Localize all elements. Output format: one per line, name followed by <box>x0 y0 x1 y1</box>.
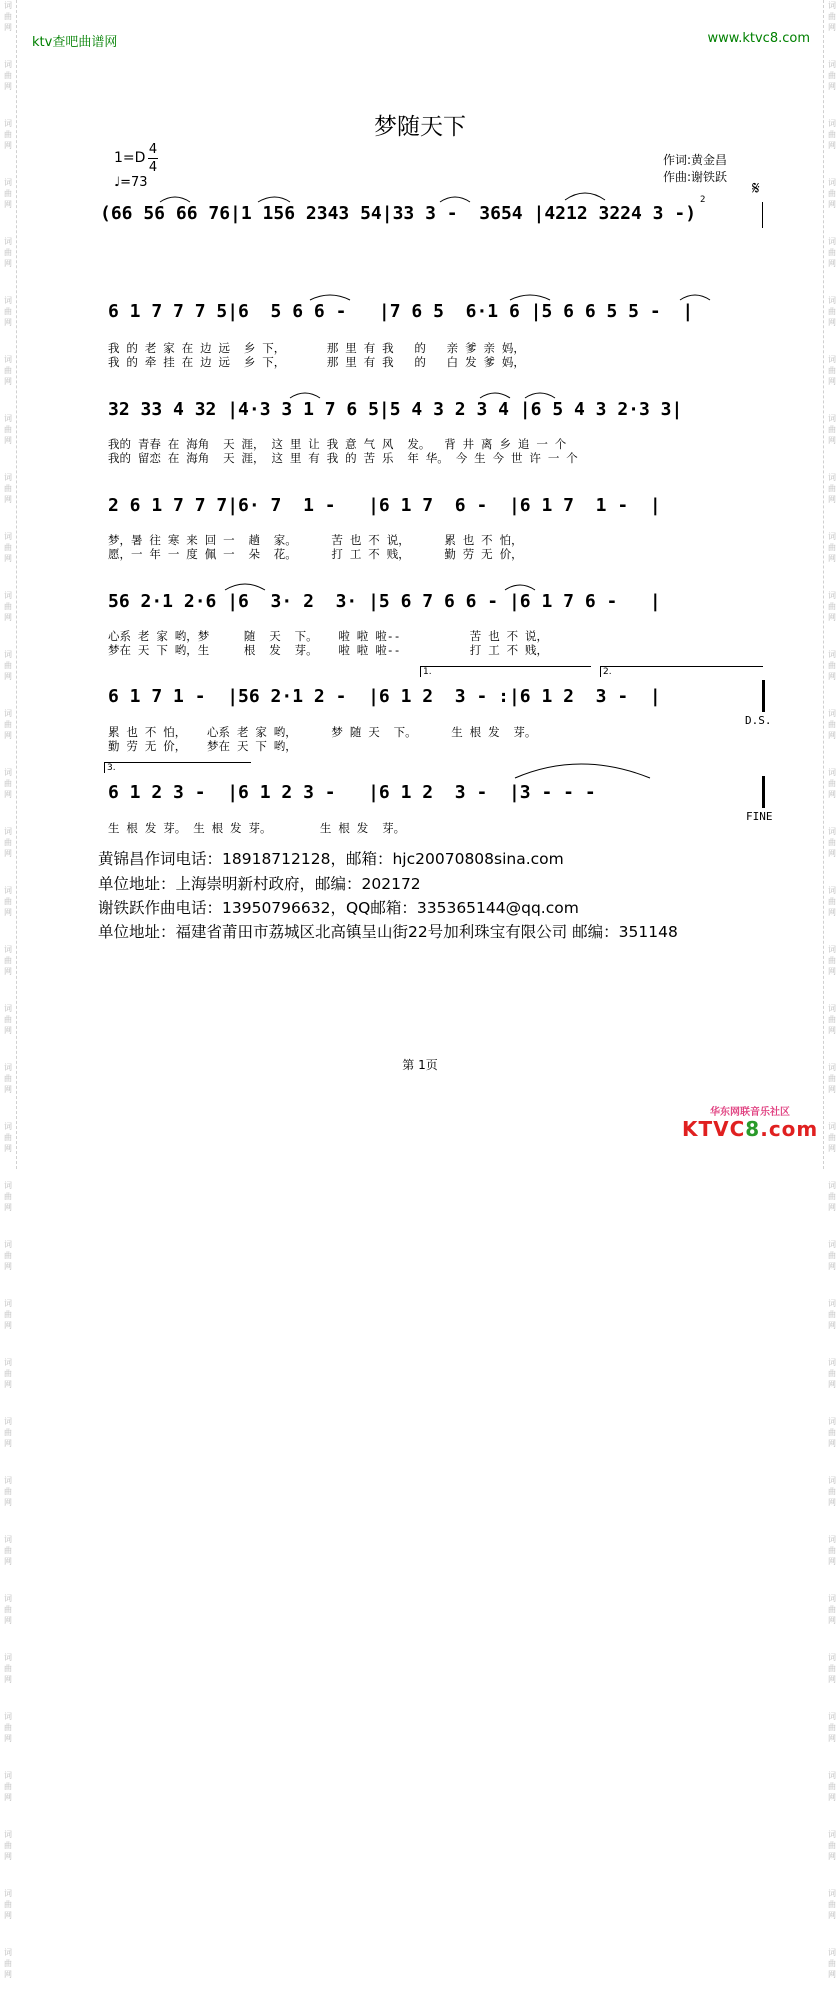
lyric-row-3-verse-1: 梦，暑 往 寒 来 回 一 趟 家。 苦 也 不 说， 累 也 不 怕， <box>108 533 523 547</box>
song-title: 梦随天下 <box>374 114 466 140</box>
time-signature-top: 4 <box>148 142 158 157</box>
watermark-glyph: 词 <box>4 768 12 777</box>
watermark-glyph: 词 <box>828 1004 836 1013</box>
watermark-glyph: 网 <box>4 82 12 91</box>
watermark-glyph: 词 <box>828 1417 836 1426</box>
watermark-glyph: 曲 <box>828 1841 836 1850</box>
watermark-glyph: 网 <box>828 436 836 445</box>
watermark-glyph: 曲 <box>4 1251 12 1260</box>
watermark-glyph: 词 <box>828 119 836 128</box>
watermark-glyph: 词 <box>4 1535 12 1544</box>
site-url-header[interactable]: www.ktvc8.com <box>707 31 810 46</box>
watermark-glyph: 词 <box>828 945 836 954</box>
watermark-glyph: 曲 <box>4 1310 12 1319</box>
watermark-glyph: 网 <box>828 1026 836 1035</box>
watermark-glyph: 网 <box>4 1970 12 1979</box>
address-composer: 单位地址：福建省莆田市荔城区北高镇呈山街22号加利珠宝有限公司 邮编：351148 <box>98 923 678 941</box>
watermark-glyph: 网 <box>828 967 836 976</box>
watermark-glyph: 词 <box>4 296 12 305</box>
watermark-glyph: 曲 <box>4 602 12 611</box>
watermark-glyph: 曲 <box>4 1546 12 1555</box>
watermark-glyph: 曲 <box>828 484 836 493</box>
watermark-glyph: 曲 <box>4 897 12 906</box>
score-row-3: 2 6 1 7 7 7|6· 7 1 - |6 1 7 6 - |6 1 7 1 - | <box>108 495 661 516</box>
watermark-glyph: 网 <box>828 259 836 268</box>
watermark-glyph: 曲 <box>4 720 12 729</box>
watermark-glyph: 曲 <box>4 1074 12 1083</box>
logo-brand: KTVC8.com <box>682 1117 819 1141</box>
lyric-row-6: 生 根 发 芽。 生 根 发 芽。 生 根 发 芽。 <box>108 821 406 835</box>
watermark-glyph: 曲 <box>828 307 836 316</box>
quarter-note-icon: ♩ <box>114 175 121 190</box>
watermark-glyph: 网 <box>828 613 836 622</box>
watermark-glyph: 网 <box>4 495 12 504</box>
watermark-glyph: 词 <box>828 591 836 600</box>
watermark-glyph: 网 <box>4 1675 12 1684</box>
watermark-glyph: 曲 <box>4 1428 12 1437</box>
watermark-glyph: 网 <box>4 672 12 681</box>
watermark-glyph: 词 <box>828 532 836 541</box>
watermark-glyph: 词 <box>4 414 12 423</box>
watermark-glyph: 词 <box>828 709 836 718</box>
watermark-glyph: 网 <box>4 1085 12 1094</box>
watermark-glyph: 词 <box>828 1771 836 1780</box>
watermark-glyph: 词 <box>828 1299 836 1308</box>
watermark-glyph: 曲 <box>828 1546 836 1555</box>
watermark-glyph: 网 <box>828 731 836 740</box>
watermark-glyph: 网 <box>828 495 836 504</box>
watermark-glyph: 曲 <box>4 130 12 139</box>
watermark-glyph: 词 <box>4 1476 12 1485</box>
watermark-glyph: 曲 <box>4 1605 12 1614</box>
watermark-glyph: 词 <box>4 886 12 895</box>
score-row-5: 6 1 7 1 - |56 2·1 2 - |6 1 2 3 - :|6 1 2 3 - | <box>108 686 661 707</box>
watermark-glyph: 词 <box>828 1889 836 1898</box>
watermark-glyph: 网 <box>4 1026 12 1035</box>
watermark-glyph: 词 <box>828 1122 836 1131</box>
watermark-glyph: 词 <box>828 827 836 836</box>
watermark-glyph: 网 <box>828 1675 836 1684</box>
watermark-glyph: 曲 <box>4 1723 12 1732</box>
watermark-glyph: 网 <box>4 259 12 268</box>
watermark-glyph: 词 <box>4 1122 12 1131</box>
lyric-row-1-verse-1: 我 的 老 家 在 边 远 乡 下， 那 里 有 我 的 亲 爹 亲 妈， <box>108 341 525 355</box>
site-name-header[interactable]: ktv查吧曲谱网 <box>32 35 118 50</box>
time-signature-bottom: 4 <box>148 160 158 175</box>
watermark-glyph: 曲 <box>828 1192 836 1201</box>
watermark-glyph: 曲 <box>4 366 12 375</box>
watermark-glyph: 曲 <box>828 720 836 729</box>
watermark-glyph: 网 <box>4 1911 12 1920</box>
watermark-glyph: 网 <box>4 318 12 327</box>
watermark-glyph: 网 <box>828 23 836 32</box>
watermark-glyph: 词 <box>4 1712 12 1721</box>
watermark-glyph: 曲 <box>4 1133 12 1142</box>
watermark-glyph: 曲 <box>828 130 836 139</box>
watermark-glyph: 词 <box>828 414 836 423</box>
watermark-glyph: 网 <box>4 908 12 917</box>
lyric-row-1-verse-2: 我 的 牵 挂 在 边 远 乡 下， 那 里 有 我 的 白 发 爹 妈， <box>108 355 525 369</box>
watermark-glyph: 曲 <box>828 1133 836 1142</box>
watermark-glyph: 网 <box>828 1439 836 1448</box>
logo-tagline: 华东网联音乐社区 <box>710 1107 790 1118</box>
watermark-glyph: 曲 <box>828 1782 836 1791</box>
score-row-1: 6 1 7 7 7 5|6 5 6 6 - |7 6 5 6·1 6 |5 6 6 5 5 - | <box>108 301 694 322</box>
watermark-glyph: 词 <box>4 1594 12 1603</box>
watermark-glyph: 词 <box>828 1653 836 1662</box>
watermark-glyph: 词 <box>4 1948 12 1957</box>
watermark-glyph: 曲 <box>828 1074 836 1083</box>
page-number: 第 1页 <box>402 1058 438 1072</box>
watermark-glyph: 词 <box>828 650 836 659</box>
watermark-glyph: 曲 <box>828 1428 836 1437</box>
watermark-glyph: 网 <box>828 1911 836 1920</box>
watermark-glyph: 网 <box>4 613 12 622</box>
watermark-glyph: 曲 <box>828 838 836 847</box>
watermark-glyph: 网 <box>828 1085 836 1094</box>
watermark-glyph: 词 <box>4 1653 12 1662</box>
ktvc8-logo[interactable] <box>680 1103 820 1153</box>
watermark-glyph: 词 <box>4 1889 12 1898</box>
watermark-glyph: 词 <box>4 827 12 836</box>
watermark-glyph: 曲 <box>828 1605 836 1614</box>
watermark-glyph: 网 <box>828 1321 836 1330</box>
watermark-glyph: 曲 <box>828 661 836 670</box>
watermark-glyph: 词 <box>828 1948 836 1957</box>
lyricist-credit: 作词:黄金昌 <box>663 153 728 167</box>
watermark-glyph: 曲 <box>828 1959 836 1968</box>
watermark-glyph: 网 <box>4 849 12 858</box>
watermark-glyph: 词 <box>4 1063 12 1072</box>
watermark-glyph: 曲 <box>828 248 836 257</box>
lyric-row-5-verse-1: 累 也 不 怕， 心系 老 家 哟， 梦 随 天 下。 生 根 发 芽。 <box>108 725 537 739</box>
watermark-glyph: 词 <box>4 945 12 954</box>
watermark-glyph: 曲 <box>4 307 12 316</box>
watermark-glyph: 曲 <box>828 1664 836 1673</box>
watermark-glyph: 网 <box>4 731 12 740</box>
watermark-glyph: 网 <box>828 1498 836 1507</box>
watermark-glyph: 曲 <box>4 1487 12 1496</box>
watermark-glyph: 曲 <box>4 543 12 552</box>
volta-1: 1. <box>420 666 591 677</box>
watermark-glyph: 网 <box>4 1852 12 1861</box>
watermark-glyph: 网 <box>4 1793 12 1802</box>
watermark-glyph: 曲 <box>4 1369 12 1378</box>
contact-lyricist: 黄锦昌作词电话：18918712128，邮箱：hjc20070808sina.com <box>98 850 564 868</box>
watermark-glyph: 曲 <box>828 71 836 80</box>
watermark-glyph: 词 <box>828 237 836 246</box>
watermark-glyph: 词 <box>828 768 836 777</box>
watermark-glyph: 曲 <box>828 12 836 21</box>
watermark-glyph: 网 <box>828 377 836 386</box>
watermark-glyph: 网 <box>4 1262 12 1271</box>
score-row-4: 56 2·1 2·6 |6 3· 2 3· |5 6 7 6 6 - |6 1 7 6 - | <box>108 591 661 612</box>
watermark-glyph: 词 <box>828 1 836 10</box>
watermark-glyph: 网 <box>4 377 12 386</box>
watermark-glyph: 词 <box>828 1594 836 1603</box>
watermark-glyph: 曲 <box>828 1015 836 1024</box>
watermark-glyph: 网 <box>4 1734 12 1743</box>
score-row-2: 32 33 4 32 |4·3 3 1 7 6 5|5 4 3 2 3 4 |6 5 4 3 2·3 3| <box>108 399 683 420</box>
segno-icon: 𝄋 <box>752 178 760 199</box>
lyric-row-2-verse-1: 我的 青春 在 海角 天 涯， 这 里 让 我 意 气 风 发。 背 井 离 乡 追 一 个 <box>108 437 567 451</box>
watermark-glyph: 词 <box>828 1476 836 1485</box>
watermark-glyph: 网 <box>828 1734 836 1743</box>
watermark-glyph: 词 <box>828 296 836 305</box>
watermark-glyph: 词 <box>4 1771 12 1780</box>
small-repeat-number: 2 <box>700 195 706 205</box>
watermark-glyph: 网 <box>4 967 12 976</box>
watermark-glyph: 网 <box>4 1557 12 1566</box>
watermark-glyph: 曲 <box>828 779 836 788</box>
watermark-glyph: 曲 <box>4 1900 12 1909</box>
volta-2: 2. <box>600 666 763 677</box>
watermark-glyph: 网 <box>828 1852 836 1861</box>
watermark-glyph: 网 <box>4 23 12 32</box>
watermark-glyph: 曲 <box>828 897 836 906</box>
watermark-glyph: 网 <box>828 1970 836 1979</box>
watermark-glyph: 词 <box>828 1181 836 1190</box>
watermark-glyph: 词 <box>4 1417 12 1426</box>
watermark-glyph: 曲 <box>4 1782 12 1791</box>
watermark-glyph: 曲 <box>828 1369 836 1378</box>
watermark-glyph: 网 <box>828 1262 836 1271</box>
watermark-glyph: 词 <box>4 237 12 246</box>
watermark-glyph: 词 <box>4 119 12 128</box>
volta-3: 3. <box>104 762 251 773</box>
watermark-glyph: 曲 <box>828 1900 836 1909</box>
watermark-glyph: 词 <box>4 1358 12 1367</box>
watermark-glyph: 曲 <box>828 189 836 198</box>
lyric-row-5-verse-2: 勤 劳 无 价， 梦在 天 下 哟， <box>108 739 297 753</box>
watermark-glyph: 网 <box>4 1144 12 1153</box>
lyric-row-3-verse-2: 愿，一 年 一 度 佩 一 朵 花。 打 工 不 贱， 勤 劳 无 价， <box>108 547 523 561</box>
watermark-glyph: 词 <box>4 473 12 482</box>
watermark-glyph: 曲 <box>4 838 12 847</box>
watermark-glyph: 词 <box>4 532 12 541</box>
watermark-glyph: 网 <box>828 790 836 799</box>
lyric-row-4-verse-1: 心系 老 家 哟，梦 随 天 下。 啦 啦 啦-- 苦 也 不 说， <box>108 629 549 643</box>
watermark-glyph: 网 <box>828 1557 836 1566</box>
watermark-glyph: 网 <box>828 141 836 150</box>
contact-composer: 谢铁跃作曲电话：13950796632，QQ邮箱：335365144@qq.com <box>98 899 579 917</box>
watermark-glyph: 词 <box>4 1299 12 1308</box>
watermark-glyph: 网 <box>4 1498 12 1507</box>
tempo-value: =73 <box>120 175 148 190</box>
watermark-glyph: 网 <box>4 141 12 150</box>
watermark-glyph: 网 <box>4 436 12 445</box>
watermark-glyph: 曲 <box>4 1841 12 1850</box>
watermark-glyph: 网 <box>828 82 836 91</box>
address-lyricist: 单位地址：上海崇明新村政府，邮编：202172 <box>98 875 421 893</box>
watermark-glyph: 网 <box>828 1144 836 1153</box>
watermark-glyph: 词 <box>4 709 12 718</box>
watermark-glyph: 网 <box>828 849 836 858</box>
watermark-glyph: 词 <box>4 591 12 600</box>
score-row-6: 6 1 2 3 - |6 1 2 3 - |6 1 2 3 - |3 - - - <box>108 782 650 803</box>
watermark-glyph: 曲 <box>828 956 836 965</box>
watermark-glyph: 曲 <box>4 484 12 493</box>
tie-arcs <box>0 0 840 860</box>
watermark-glyph: 曲 <box>4 189 12 198</box>
watermark-glyph: 词 <box>4 178 12 187</box>
watermark-glyph: 词 <box>4 1 12 10</box>
watermark-glyph: 词 <box>4 650 12 659</box>
watermark-glyph: 网 <box>4 1616 12 1625</box>
watermark-glyph: 曲 <box>828 1487 836 1496</box>
watermark-glyph: 词 <box>828 1240 836 1249</box>
ds-marking: D.S. <box>745 714 772 727</box>
watermark-glyph: 词 <box>4 355 12 364</box>
lyric-row-2-verse-2: 我的 留恋 在 海角 天 涯， 这 里 有 我 的 苦 乐 年 华。 今 生 今 世 许 一 个 <box>108 451 578 465</box>
watermark-glyph: 网 <box>828 200 836 209</box>
watermark-glyph: 词 <box>4 1181 12 1190</box>
watermark-glyph: 网 <box>828 1793 836 1802</box>
key-signature: 1=D <box>114 150 146 166</box>
watermark-glyph: 词 <box>828 473 836 482</box>
watermark-glyph: 曲 <box>828 1723 836 1732</box>
watermark-glyph: 曲 <box>828 1310 836 1319</box>
watermark-glyph: 词 <box>4 1004 12 1013</box>
lyric-row-4-verse-2: 梦在 天 下 哟，生 根 发 芽。 啦 啦 啦-- 打 工 不 贱， <box>108 643 549 657</box>
watermark-glyph: 曲 <box>4 661 12 670</box>
watermark-glyph: 曲 <box>4 1192 12 1201</box>
watermark-glyph: 曲 <box>4 12 12 21</box>
watermark-glyph: 曲 <box>828 602 836 611</box>
watermark-glyph: 网 <box>4 1380 12 1389</box>
watermark-glyph: 网 <box>4 200 12 209</box>
watermark-glyph: 网 <box>828 672 836 681</box>
watermark-glyph: 词 <box>828 886 836 895</box>
watermark-glyph: 曲 <box>828 1251 836 1260</box>
watermark-glyph: 网 <box>4 1203 12 1212</box>
watermark-glyph: 网 <box>828 318 836 327</box>
watermark-glyph: 词 <box>828 1063 836 1072</box>
watermark-glyph: 网 <box>828 1616 836 1625</box>
watermark-glyph: 词 <box>828 1830 836 1839</box>
watermark-glyph: 网 <box>828 1380 836 1389</box>
watermark-glyph: 词 <box>828 1358 836 1367</box>
fine-marking: FINE <box>746 810 773 823</box>
watermark-glyph: 词 <box>828 178 836 187</box>
watermark-glyph: 词 <box>828 60 836 69</box>
watermark-glyph: 网 <box>828 1203 836 1212</box>
watermark-glyph: 曲 <box>828 543 836 552</box>
watermark-glyph: 词 <box>4 60 12 69</box>
score-row-intro: (66 56 66 76|1 156 2343 54|33 3 - 3654 |4212 3224 3 -) <box>100 203 697 224</box>
watermark-glyph: 词 <box>4 1240 12 1249</box>
watermark-glyph: 曲 <box>4 956 12 965</box>
watermark-glyph: 曲 <box>828 425 836 434</box>
watermark-glyph: 网 <box>828 908 836 917</box>
watermark-glyph: 网 <box>4 1439 12 1448</box>
watermark-glyph: 词 <box>828 1712 836 1721</box>
watermark-glyph: 曲 <box>828 366 836 375</box>
watermark-glyph: 曲 <box>4 779 12 788</box>
watermark-glyph: 词 <box>4 1830 12 1839</box>
watermark-glyph: 曲 <box>4 1959 12 1968</box>
watermark-glyph: 曲 <box>4 1015 12 1024</box>
watermark-glyph: 曲 <box>4 1664 12 1673</box>
watermark-glyph: 曲 <box>4 248 12 257</box>
watermark-glyph: 曲 <box>4 425 12 434</box>
watermark-glyph: 网 <box>4 554 12 563</box>
composer-credit: 作曲:谢铁跃 <box>663 170 728 184</box>
watermark-glyph: 网 <box>4 790 12 799</box>
watermark-glyph: 曲 <box>4 71 12 80</box>
watermark-glyph: 网 <box>828 554 836 563</box>
watermark-glyph: 词 <box>828 1535 836 1544</box>
watermark-glyph: 词 <box>828 355 836 364</box>
watermark-glyph: 网 <box>4 1321 12 1330</box>
